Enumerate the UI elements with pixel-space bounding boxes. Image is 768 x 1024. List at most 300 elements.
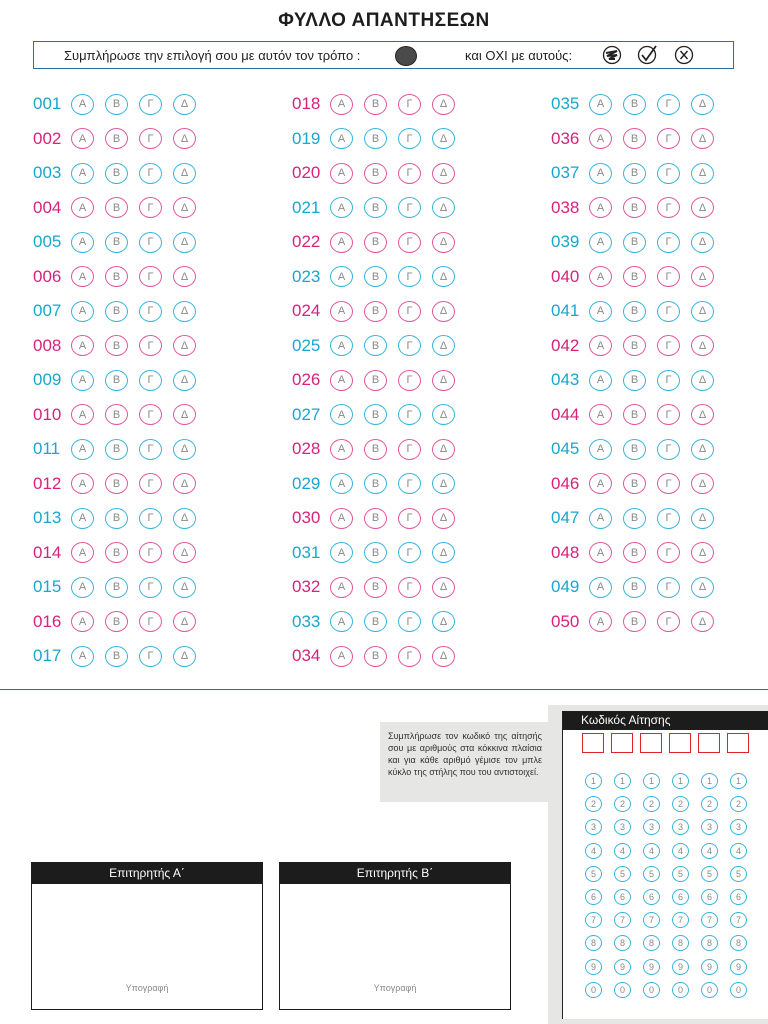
answer-bubble[interactable]: Δ [432, 128, 455, 149]
answer-bubble[interactable]: Γ [657, 163, 680, 184]
answer-bubble[interactable]: Α [330, 439, 353, 460]
code-digit-bubble[interactable]: 5 [701, 866, 718, 882]
code-digit-bubble[interactable]: 2 [672, 796, 689, 812]
answer-bubble[interactable]: Β [623, 611, 646, 632]
answer-bubble[interactable]: Α [330, 128, 353, 149]
code-digit-bubble[interactable]: 6 [672, 889, 689, 905]
answer-bubble[interactable]: Β [105, 508, 128, 529]
answer-bubble[interactable]: Δ [173, 542, 196, 563]
answer-bubble[interactable]: Α [71, 301, 94, 322]
answer-bubble[interactable]: Γ [657, 232, 680, 253]
answer-bubble[interactable]: Γ [398, 542, 421, 563]
answer-bubble[interactable]: Δ [691, 370, 714, 391]
answer-bubble[interactable]: Δ [432, 232, 455, 253]
question-number: 014 [33, 542, 62, 562]
answer-bubble[interactable]: Δ [691, 163, 714, 184]
code-digit-cell[interactable] [727, 733, 749, 753]
answer-bubble[interactable]: Γ [139, 473, 162, 494]
question-row [292, 230, 466, 254]
code-digit-bubble[interactable]: 9 [643, 959, 660, 975]
answer-bubble[interactable]: Β [623, 439, 646, 460]
answer-bubble[interactable]: Α [71, 439, 94, 460]
answer-bubble[interactable]: Γ [657, 577, 680, 598]
answer-bubble[interactable]: Α [589, 94, 612, 115]
question-number: 006 [33, 266, 62, 286]
answer-bubble[interactable]: Β [623, 266, 646, 287]
answer-bubble[interactable]: Α [589, 335, 612, 356]
question-number: 044 [551, 404, 580, 424]
answer-bubble[interactable]: Β [364, 542, 387, 563]
answer-bubble[interactable]: Δ [691, 611, 714, 632]
answer-bubble[interactable]: Δ [432, 473, 455, 494]
code-digit-bubble[interactable]: 3 [701, 819, 718, 835]
answer-bubble[interactable]: Δ [691, 542, 714, 563]
code-digit-bubble[interactable]: 8 [643, 935, 660, 951]
question-row [292, 472, 466, 496]
answer-bubble[interactable]: Β [105, 542, 128, 563]
answer-bubble[interactable]: Α [589, 542, 612, 563]
answer-bubble[interactable]: Α [589, 611, 612, 632]
question-row [33, 368, 207, 392]
answer-bubble[interactable]: Α [330, 611, 353, 632]
answer-bubble[interactable]: Β [105, 163, 128, 184]
answer-bubble[interactable]: Γ [139, 301, 162, 322]
answer-bubble[interactable]: Β [364, 473, 387, 494]
code-digit-bubble[interactable]: 9 [672, 959, 689, 975]
code-digit-bubble[interactable]: 4 [672, 843, 689, 859]
answer-bubble[interactable]: Β [364, 94, 387, 115]
code-digit-cell[interactable] [698, 733, 720, 753]
answer-bubble[interactable]: Α [71, 370, 94, 391]
code-digit-bubble[interactable]: 8 [585, 935, 602, 951]
answer-bubble[interactable]: Α [330, 577, 353, 598]
code-digit-bubble[interactable]: 2 [643, 796, 660, 812]
code-digit-bubble[interactable]: 6 [614, 889, 631, 905]
question-number: 031 [292, 542, 321, 562]
code-digit-cell[interactable] [669, 733, 691, 753]
answer-bubble[interactable]: Β [623, 404, 646, 425]
answer-bubble[interactable]: Γ [398, 197, 421, 218]
answer-bubble[interactable]: Δ [432, 577, 455, 598]
code-digit-bubble[interactable]: 7 [643, 912, 660, 928]
code-digit-bubble[interactable]: 0 [672, 982, 689, 998]
answer-bubble[interactable]: Δ [691, 266, 714, 287]
answer-bubble[interactable]: Γ [398, 473, 421, 494]
answer-bubble[interactable]: Α [330, 301, 353, 322]
code-digit-bubble[interactable]: 2 [585, 796, 602, 812]
answer-bubble[interactable]: Β [364, 611, 387, 632]
code-digit-bubble[interactable]: 1 [672, 773, 689, 789]
answer-bubble[interactable]: Δ [432, 404, 455, 425]
question-row [292, 644, 466, 668]
answer-bubble[interactable]: Α [330, 542, 353, 563]
answer-bubble[interactable]: Γ [139, 439, 162, 460]
answer-bubble[interactable]: Α [330, 163, 353, 184]
code-digit-bubble[interactable]: 7 [701, 912, 718, 928]
answer-bubble[interactable]: Α [330, 508, 353, 529]
answer-bubble[interactable]: Γ [657, 404, 680, 425]
code-digit-bubble[interactable]: 2 [701, 796, 718, 812]
answer-bubble[interactable]: Α [589, 577, 612, 598]
answer-bubble[interactable]: Α [71, 335, 94, 356]
code-digit-bubble[interactable]: 0 [614, 982, 631, 998]
answer-bubble[interactable]: Β [105, 232, 128, 253]
answer-bubble[interactable]: Δ [173, 611, 196, 632]
code-digit-bubble[interactable]: 9 [614, 959, 631, 975]
answer-bubble[interactable]: Β [364, 197, 387, 218]
answer-bubble[interactable]: Β [105, 473, 128, 494]
question-row [551, 161, 725, 185]
answer-bubble[interactable]: Α [589, 508, 612, 529]
answer-bubble[interactable]: Β [623, 542, 646, 563]
answer-bubble[interactable]: Γ [398, 232, 421, 253]
answer-bubble[interactable]: Β [364, 128, 387, 149]
answer-bubble[interactable]: Δ [173, 508, 196, 529]
code-digit-cell[interactable] [582, 733, 604, 753]
answer-bubble[interactable]: Δ [173, 370, 196, 391]
answer-bubble[interactable]: Β [623, 232, 646, 253]
answer-bubble[interactable]: Δ [691, 577, 714, 598]
code-digit-bubble[interactable]: 2 [730, 796, 747, 812]
code-digit-bubble[interactable]: 6 [643, 889, 660, 905]
answer-bubble[interactable]: Β [623, 128, 646, 149]
question-number: 042 [551, 335, 580, 355]
answer-bubble[interactable]: Γ [398, 301, 421, 322]
code-digit-bubble[interactable]: 1 [585, 773, 602, 789]
answer-bubble[interactable]: Β [105, 266, 128, 287]
code-digit-bubble[interactable]: 8 [730, 935, 747, 951]
answer-bubble[interactable]: Β [364, 577, 387, 598]
answer-bubble[interactable]: Α [71, 611, 94, 632]
answer-bubble[interactable]: Γ [657, 335, 680, 356]
code-digit-bubble[interactable]: 0 [585, 982, 602, 998]
answer-bubble[interactable]: Γ [398, 335, 421, 356]
code-digit-bubble[interactable]: 4 [701, 843, 718, 859]
answer-bubble[interactable]: Α [589, 301, 612, 322]
answer-bubble[interactable]: Β [623, 473, 646, 494]
answer-bubble[interactable]: Α [330, 94, 353, 115]
answer-bubble[interactable]: Δ [173, 439, 196, 460]
code-digit-bubble[interactable]: 3 [585, 819, 602, 835]
answer-bubble[interactable]: Β [623, 577, 646, 598]
answer-bubble[interactable]: Α [589, 163, 612, 184]
answer-bubble[interactable]: Γ [398, 266, 421, 287]
answer-bubble[interactable]: Δ [432, 370, 455, 391]
answer-bubble[interactable]: Δ [173, 577, 196, 598]
answer-bubble[interactable]: Δ [691, 508, 714, 529]
answer-bubble[interactable]: Α [589, 266, 612, 287]
answer-bubble[interactable]: Γ [657, 301, 680, 322]
check-mark-example-icon [637, 45, 657, 65]
question-row [551, 299, 725, 323]
answer-bubble[interactable]: Δ [432, 163, 455, 184]
instructions-box [33, 41, 734, 69]
code-digit-bubble[interactable]: 6 [701, 889, 718, 905]
answer-bubble[interactable]: Β [105, 301, 128, 322]
answer-bubble[interactable]: Δ [432, 542, 455, 563]
question-number: 021 [292, 197, 321, 217]
question-row [551, 265, 725, 289]
code-digit-bubble[interactable]: 7 [672, 912, 689, 928]
answer-bubble[interactable]: Α [589, 197, 612, 218]
code-digit-bubble[interactable]: 7 [585, 912, 602, 928]
answer-bubble[interactable]: Γ [657, 508, 680, 529]
code-digit-bubble[interactable]: 2 [614, 796, 631, 812]
answer-bubble[interactable]: Γ [657, 473, 680, 494]
answer-bubble[interactable]: Γ [139, 508, 162, 529]
answer-bubble[interactable]: Γ [398, 370, 421, 391]
answer-bubble[interactable]: Β [105, 197, 128, 218]
answer-bubble[interactable]: Δ [432, 301, 455, 322]
answer-bubble[interactable]: Β [623, 370, 646, 391]
answer-bubble[interactable]: Γ [139, 94, 162, 115]
answer-bubble[interactable]: Β [105, 370, 128, 391]
answer-bubble[interactable]: Δ [432, 646, 455, 667]
answer-bubble[interactable]: Γ [139, 266, 162, 287]
answer-bubble[interactable]: Γ [139, 404, 162, 425]
answer-bubble[interactable]: Δ [173, 335, 196, 356]
answer-bubble[interactable]: Β [364, 163, 387, 184]
answer-bubble[interactable]: Δ [432, 197, 455, 218]
answer-bubble[interactable]: Α [71, 473, 94, 494]
code-digit-bubble[interactable]: 1 [643, 773, 660, 789]
answer-bubble[interactable]: Β [105, 577, 128, 598]
answer-bubble[interactable]: Δ [691, 197, 714, 218]
code-digit-bubble[interactable]: 8 [701, 935, 718, 951]
answer-bubble[interactable]: Β [623, 335, 646, 356]
code-digit-bubble[interactable]: 3 [672, 819, 689, 835]
answer-bubble[interactable]: Β [105, 439, 128, 460]
answer-bubble[interactable]: Γ [139, 163, 162, 184]
code-digit-bubble[interactable]: 4 [585, 843, 602, 859]
answer-bubble[interactable]: Δ [432, 335, 455, 356]
answer-bubble[interactable]: Δ [432, 94, 455, 115]
code-digit-bubble[interactable]: 3 [643, 819, 660, 835]
code-digit-bubble[interactable]: 6 [585, 889, 602, 905]
answer-bubble[interactable]: Α [330, 335, 353, 356]
answer-bubble[interactable]: Α [71, 404, 94, 425]
answer-bubble[interactable]: Δ [173, 197, 196, 218]
answer-bubble[interactable]: Β [105, 335, 128, 356]
question-row [551, 610, 725, 634]
code-digit-bubble[interactable]: 5 [585, 866, 602, 882]
code-digit-bubble[interactable]: 1 [701, 773, 718, 789]
answer-bubble[interactable]: Γ [398, 439, 421, 460]
code-digit-bubble[interactable]: 1 [614, 773, 631, 789]
answer-bubble[interactable]: Δ [173, 473, 196, 494]
question-number: 023 [292, 266, 321, 286]
answer-bubble[interactable]: Α [71, 542, 94, 563]
question-number: 043 [551, 370, 580, 389]
code-digit-bubble[interactable]: 1 [730, 773, 747, 789]
question-row [33, 472, 207, 496]
application-code-title: Κωδικός Αίτησης [563, 711, 768, 730]
answer-bubble[interactable]: Β [105, 646, 128, 667]
answer-bubble[interactable]: Γ [657, 611, 680, 632]
answer-bubble[interactable]: Δ [173, 266, 196, 287]
answer-bubble[interactable]: Β [623, 508, 646, 529]
code-digit-bubble[interactable]: 0 [701, 982, 718, 998]
code-digit-bubble[interactable]: 5 [672, 866, 689, 882]
answer-bubble[interactable]: Α [71, 197, 94, 218]
answer-bubble[interactable]: Δ [173, 94, 196, 115]
answer-bubble[interactable]: Α [71, 128, 94, 149]
answer-bubble[interactable]: Γ [398, 94, 421, 115]
answer-bubble[interactable]: Γ [139, 335, 162, 356]
answer-bubble[interactable]: Δ [432, 508, 455, 529]
answer-bubble[interactable]: Α [589, 439, 612, 460]
code-digit-bubble[interactable]: 6 [730, 889, 747, 905]
code-digit-cell[interactable] [611, 733, 633, 753]
question-row [551, 92, 725, 116]
answer-bubble[interactable]: Γ [398, 611, 421, 632]
answer-bubble[interactable]: Δ [432, 439, 455, 460]
answer-bubble[interactable]: Β [623, 301, 646, 322]
answer-bubble[interactable]: Α [589, 232, 612, 253]
question-number: 033 [292, 611, 321, 631]
answer-bubble[interactable]: Α [71, 508, 94, 529]
question-number: 029 [292, 473, 321, 493]
answer-bubble[interactable]: Γ [398, 404, 421, 425]
answer-bubble[interactable]: Β [364, 646, 387, 667]
answer-bubble[interactable]: Β [364, 370, 387, 391]
answer-bubble[interactable]: Β [364, 266, 387, 287]
filled-bubble-example [395, 46, 417, 66]
answer-bubble[interactable]: Β [623, 197, 646, 218]
answer-bubble[interactable]: Δ [691, 404, 714, 425]
answer-bubble[interactable]: Α [330, 197, 353, 218]
answer-bubble[interactable]: Γ [139, 370, 162, 391]
answer-bubble[interactable]: Γ [139, 646, 162, 667]
answer-bubble[interactable]: Γ [657, 542, 680, 563]
answer-bubble[interactable]: Γ [398, 508, 421, 529]
code-digit-bubble[interactable]: 5 [730, 866, 747, 882]
answer-bubble[interactable]: Γ [139, 197, 162, 218]
question-row [33, 437, 207, 461]
answer-bubble[interactable]: Γ [657, 197, 680, 218]
answer-bubble[interactable]: Α [589, 404, 612, 425]
code-digit-bubble[interactable]: 0 [730, 982, 747, 998]
code-digit-bubble[interactable]: 4 [730, 843, 747, 859]
answer-bubble[interactable]: Α [589, 473, 612, 494]
question-number: 010 [33, 404, 62, 424]
answer-bubble[interactable]: Δ [173, 128, 196, 149]
answer-bubble[interactable]: Β [364, 404, 387, 425]
answer-bubble[interactable]: Β [105, 94, 128, 115]
code-digit-cell[interactable] [640, 733, 662, 753]
answer-bubble[interactable]: Δ [432, 611, 455, 632]
answer-bubble[interactable]: Β [105, 611, 128, 632]
answer-bubble[interactable]: Γ [398, 646, 421, 667]
answer-bubble[interactable]: Β [105, 128, 128, 149]
question-row [292, 437, 466, 461]
code-digit-bubble[interactable]: 7 [614, 912, 631, 928]
answer-bubble[interactable]: Γ [657, 439, 680, 460]
answer-bubble[interactable]: Δ [691, 232, 714, 253]
answer-bubble[interactable]: Δ [173, 232, 196, 253]
answer-bubble[interactable]: Γ [139, 611, 162, 632]
question-number: 020 [292, 163, 321, 182]
answer-bubble[interactable]: Α [330, 646, 353, 667]
answer-bubble[interactable]: Γ [398, 128, 421, 149]
answer-bubble[interactable]: Α [330, 404, 353, 425]
answer-bubble[interactable]: Α [71, 94, 94, 115]
code-digit-bubble[interactable]: 3 [730, 819, 747, 835]
answer-bubble[interactable]: Β [364, 335, 387, 356]
code-digit-bubble[interactable]: 4 [614, 843, 631, 859]
question-number: 026 [292, 370, 321, 389]
question-number: 034 [292, 646, 321, 665]
answer-bubble[interactable]: Γ [139, 542, 162, 563]
code-digit-bubble[interactable]: 8 [672, 935, 689, 951]
code-digit-bubble[interactable]: 9 [585, 959, 602, 975]
answer-bubble[interactable]: Β [623, 163, 646, 184]
answer-bubble[interactable]: Α [330, 370, 353, 391]
answer-bubble[interactable]: Β [364, 301, 387, 322]
answer-bubble[interactable]: Δ [691, 94, 714, 115]
answer-bubble[interactable]: Β [364, 439, 387, 460]
question-row [33, 265, 207, 289]
answer-bubble[interactable]: Δ [691, 128, 714, 149]
answer-bubble[interactable]: Α [330, 473, 353, 494]
code-digit-bubble[interactable]: 5 [643, 866, 660, 882]
answer-bubble[interactable]: Γ [657, 370, 680, 391]
answer-bubble[interactable]: Α [71, 163, 94, 184]
answer-bubble[interactable]: Δ [173, 646, 196, 667]
answer-bubble[interactable]: Β [623, 94, 646, 115]
answer-bubble[interactable]: Α [71, 266, 94, 287]
supervisor-a-title: Επιτηρητής Α΄ [32, 863, 262, 884]
code-digit-bubble[interactable]: 3 [614, 819, 631, 835]
answer-bubble[interactable]: Α [71, 577, 94, 598]
answer-bubble[interactable]: Δ [173, 404, 196, 425]
code-digit-bubble[interactable]: 8 [614, 935, 631, 951]
answer-bubble[interactable]: Α [330, 232, 353, 253]
answer-bubble[interactable]: Γ [398, 577, 421, 598]
answer-bubble[interactable]: Α [71, 646, 94, 667]
code-digit-bubble[interactable]: 0 [643, 982, 660, 998]
section-divider [0, 689, 768, 690]
answer-bubble[interactable]: Α [589, 128, 612, 149]
answer-bubble[interactable]: Α [330, 266, 353, 287]
answer-bubble[interactable]: Α [589, 370, 612, 391]
code-digit-bubble[interactable]: 9 [730, 959, 747, 975]
answer-bubble[interactable]: Δ [691, 473, 714, 494]
answer-bubble[interactable]: Α [71, 232, 94, 253]
answer-bubble[interactable]: Β [364, 232, 387, 253]
answer-bubble[interactable]: Β [364, 508, 387, 529]
code-digit-bubble[interactable]: 9 [701, 959, 718, 975]
answer-bubble[interactable]: Δ [173, 301, 196, 322]
answer-bubble[interactable]: Γ [139, 577, 162, 598]
answer-bubble[interactable]: Γ [657, 128, 680, 149]
answer-bubble[interactable]: Γ [139, 128, 162, 149]
answer-bubble[interactable]: Δ [691, 335, 714, 356]
code-digit-bubble[interactable]: 7 [730, 912, 747, 928]
answer-bubble[interactable]: Β [105, 404, 128, 425]
answer-bubble[interactable]: Δ [173, 163, 196, 184]
code-digit-bubble[interactable]: 4 [643, 843, 660, 859]
answer-bubble[interactable]: Γ [657, 266, 680, 287]
code-digit-bubble[interactable]: 5 [614, 866, 631, 882]
answer-bubble[interactable]: Γ [139, 232, 162, 253]
question-number: 008 [33, 335, 62, 355]
answer-bubble[interactable]: Δ [691, 439, 714, 460]
answer-bubble[interactable]: Γ [398, 163, 421, 184]
answer-bubble[interactable]: Δ [432, 266, 455, 287]
answer-bubble[interactable]: Δ [691, 301, 714, 322]
answer-bubble[interactable]: Γ [657, 94, 680, 115]
